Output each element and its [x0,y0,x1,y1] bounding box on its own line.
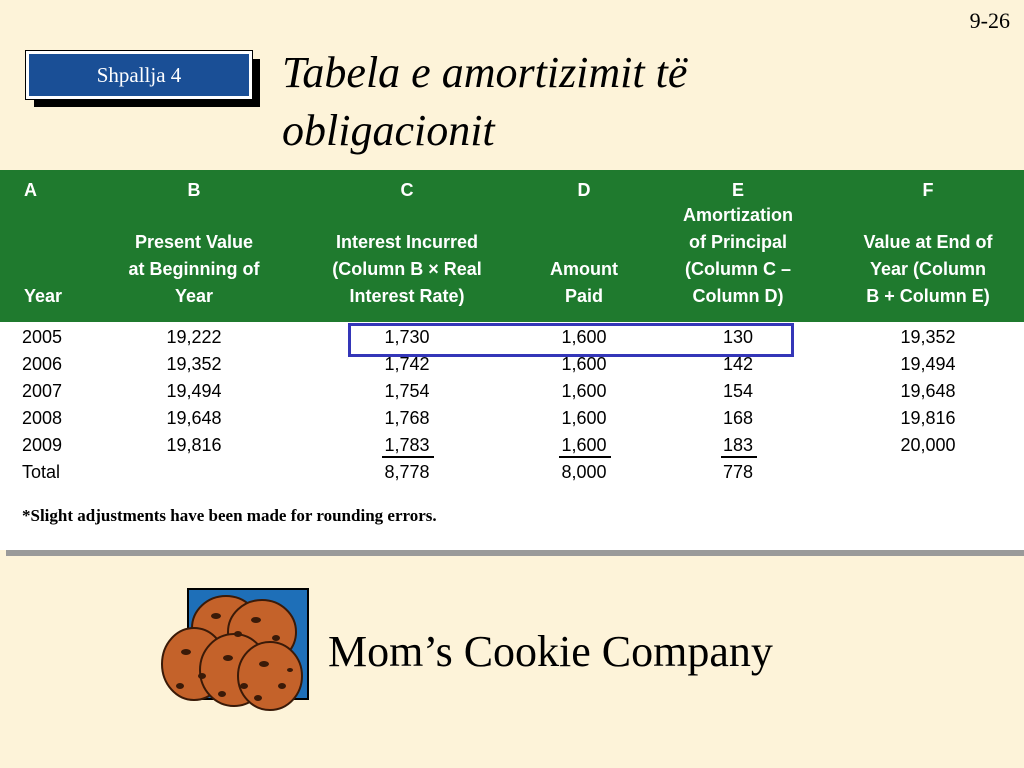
value-end-cell: 19,816 [900,408,956,428]
column-description: Amortization of Principal (Column C – Column D) [683,205,793,306]
column-f-header [834,170,1022,322]
column-b-header [110,170,278,322]
column-letter: D [577,180,591,200]
amortization-table [0,170,1024,550]
interest-cell: 1,768 [384,408,430,428]
column-letter: B [187,180,201,200]
amortization-cell: 168 [722,408,754,428]
column-letter: A [24,180,37,200]
column-letter: F [922,180,934,200]
pv-begin-cell: 19,648 [166,408,222,428]
page-number: 9-26 [969,8,1010,33]
table-row [0,376,1024,403]
total-amortization-cell: 778 [722,462,754,482]
interest-cell: 1,742 [384,354,430,374]
company-name: Mom’s Cookie Company [328,627,773,676]
pv-begin-cell: 19,222 [166,327,222,347]
amortization-cell: 154 [722,381,754,401]
column-description: Year [24,286,63,306]
interest-cell: 1,754 [384,381,430,401]
footnote: *Slight adjustments have been made for rounding errors. [22,506,437,525]
year-cell: 2007 [22,381,63,401]
pv-begin-cell: 19,816 [166,435,222,455]
total-paid-cell: 8,000 [561,462,607,482]
year-cell: 2009 [22,435,63,455]
year-cell: 2008 [22,408,63,428]
paid-cell: 1,600 [561,327,607,347]
exhibit-label: Shpallja 4 [96,62,182,87]
amortization-cell: 183 [722,435,754,455]
column-d-header [522,170,646,322]
table-header [0,170,1024,322]
column-description: Value at End of Year (Column B + Column E) [863,232,993,306]
year-cell: 2006 [22,354,63,374]
pv-begin-cell: 19,352 [166,354,222,374]
year-cell: 2005 [22,327,63,347]
value-end-cell: 19,648 [900,381,956,401]
total-label: Total [22,462,61,482]
column-description: Interest Incurred (Column B × Real Interest Rate) [332,232,482,306]
paid-cell: 1,600 [561,408,607,428]
column-a-header [14,170,74,322]
highlight-box [348,323,794,357]
exhibit-badge [26,51,252,99]
interest-cell: 1,783 [384,435,430,455]
column-c-header [312,170,502,322]
pv-begin-cell: 19,494 [166,381,222,401]
cookies-icon [158,586,310,716]
column-letter: E [731,180,744,200]
paid-cell: 1,600 [561,435,607,455]
total-row [0,457,1024,484]
column-letter: C [400,180,414,200]
slide-title: Tabela e amortizimit të obligacionit [282,48,688,155]
column-e-header [662,170,814,322]
paid-cell: 1,600 [561,381,607,401]
interest-cell: 1,730 [384,327,430,347]
paid-cell: 1,600 [561,354,607,374]
table-row [0,430,1024,457]
value-end-cell: 19,494 [900,354,956,374]
value-end-cell: 19,352 [900,327,956,347]
column-description: Present Value at Beginning of Year [128,232,260,306]
amortization-cell: 142 [722,354,754,374]
table-row [0,403,1024,430]
total-interest-cell: 8,778 [384,462,430,482]
amortization-cell: 130 [722,327,754,347]
column-description: Amount Paid [550,259,618,306]
value-end-cell: 20,000 [900,435,956,455]
